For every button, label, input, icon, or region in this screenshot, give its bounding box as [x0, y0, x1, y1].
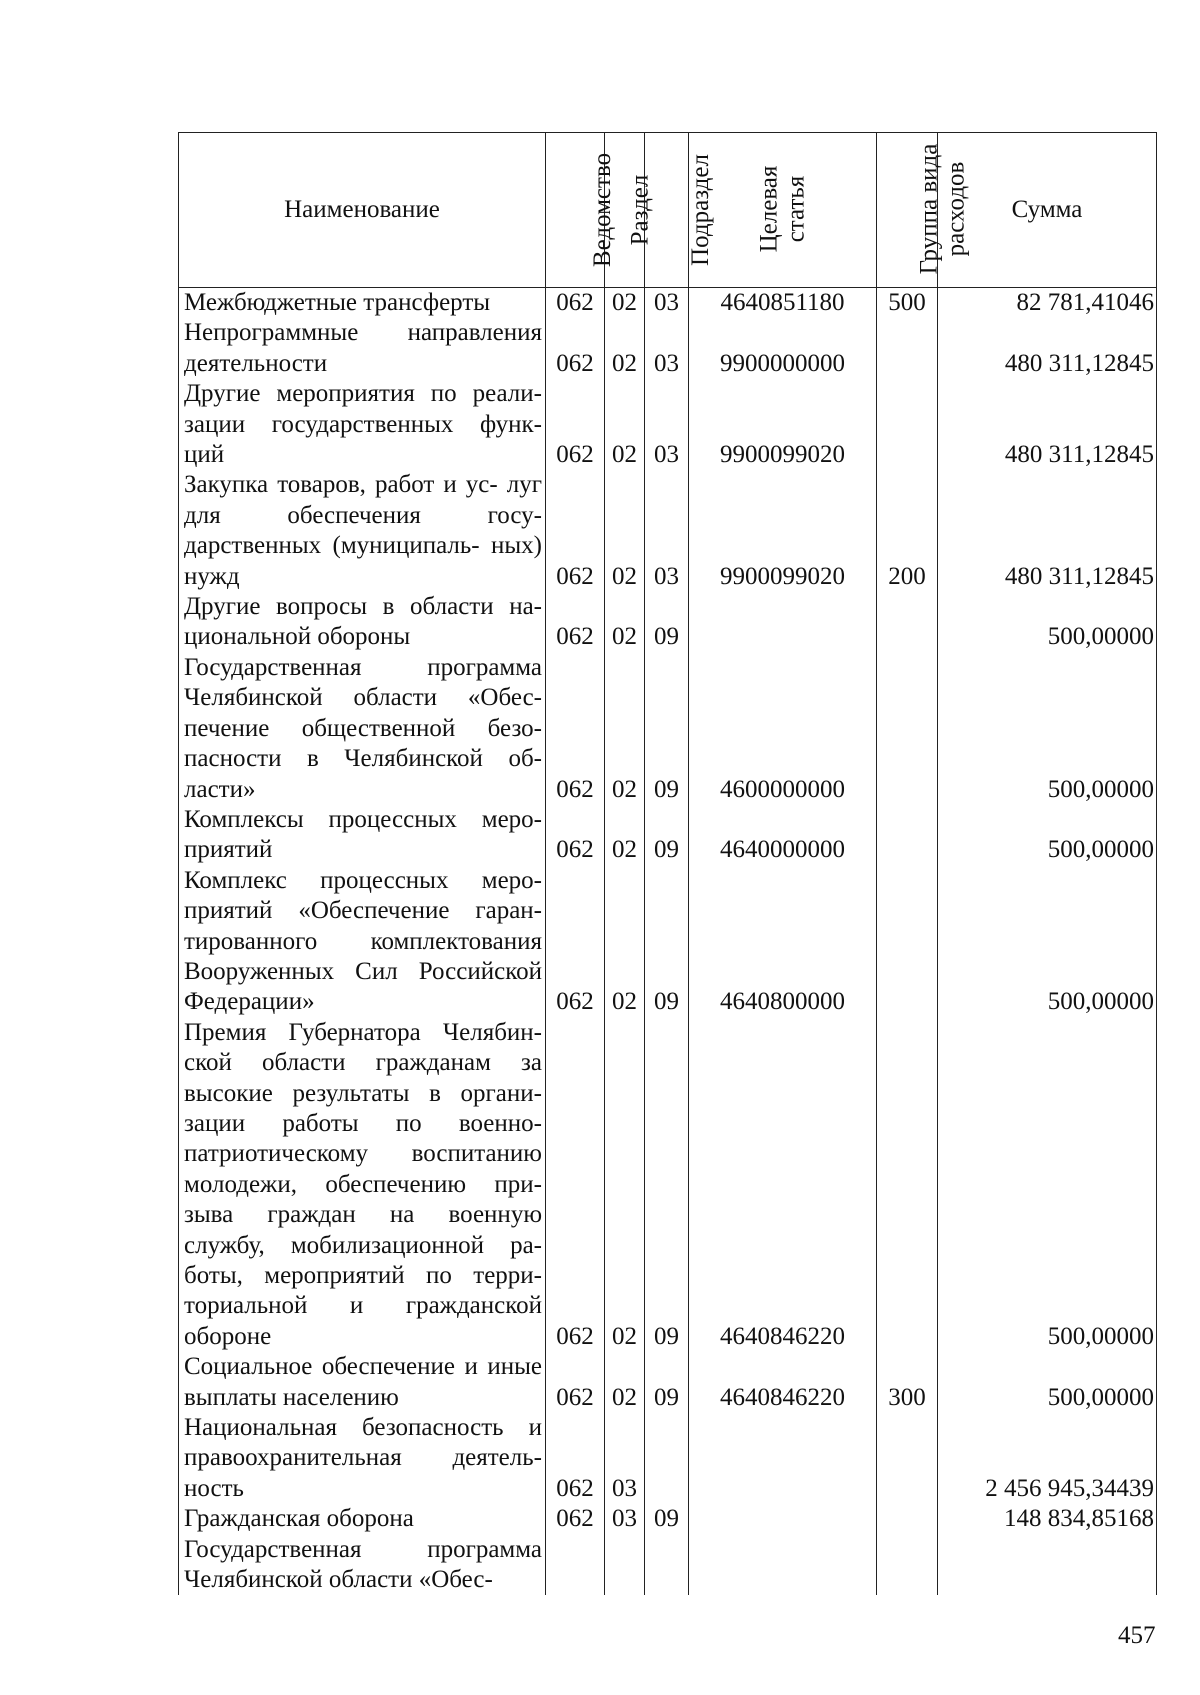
- cell-name: Другие вопросы в области на- циональной обороны: [179, 592, 546, 653]
- cell-podrazdel: 09: [645, 1018, 689, 1352]
- cell-vedomstvo: 062: [546, 653, 605, 805]
- table-row: [179, 318, 1157, 379]
- cell-celevaya-statya: [689, 1535, 877, 1596]
- cell-podrazdel: 03: [645, 318, 689, 379]
- cell-podrazdel: 03: [645, 379, 689, 470]
- cell-gruppa: [877, 866, 938, 1018]
- cell-razdel: 02: [605, 288, 645, 319]
- cell-gruppa: 200: [877, 470, 938, 592]
- cell-name: Другие мероприятия по реали- зации государственных функ- ций: [179, 379, 546, 470]
- cell-summa: 2 456 945,34439: [938, 1413, 1157, 1504]
- cell-podrazdel: 09: [645, 805, 689, 866]
- cell-summa: [938, 1535, 1157, 1596]
- cell-razdel: 02: [605, 1352, 645, 1413]
- cell-vedomstvo: 062: [546, 1352, 605, 1413]
- cell-vedomstvo: 062: [546, 1413, 605, 1504]
- cell-vedomstvo: 062: [546, 1018, 605, 1352]
- cell-celevaya-statya: 4640846220: [689, 1352, 877, 1413]
- cell-name: Национальная безопасность и правоохранительная деятель- ность: [179, 1413, 546, 1504]
- header-celevaya-statya: Целевая статья: [689, 133, 877, 288]
- cell-celevaya-statya: 4640000000: [689, 805, 877, 866]
- cell-gruppa: [877, 653, 938, 805]
- cell-name: Комплекс процессных меро- приятий «Обеспечение гаран- тированного комплектования Вооруженных Сил Российской Федерации»: [179, 866, 546, 1018]
- table-row: [179, 288, 1157, 319]
- cell-vedomstvo: 062: [546, 379, 605, 470]
- cell-summa: 480 311,12845: [938, 470, 1157, 592]
- cell-gruppa: 500: [877, 288, 938, 319]
- cell-summa: 500,00000: [938, 1352, 1157, 1413]
- cell-podrazdel: 09: [645, 653, 689, 805]
- cell-summa: 148 834,85168: [938, 1504, 1157, 1534]
- cell-gruppa: [877, 379, 938, 470]
- cell-celevaya-statya: 4640800000: [689, 866, 877, 1018]
- cell-vedomstvo: 062: [546, 318, 605, 379]
- table-row: [179, 1535, 1157, 1596]
- cell-celevaya-statya: 4640846220: [689, 1018, 877, 1352]
- header-summa: Сумма: [938, 133, 1157, 288]
- cell-name: Премия Губернатора Челябин- ской области гражданам за высокие результаты в органи- зации работы по военно- патриотическому воспитанию молодежи, обеспечению при- зыва граждан на военную службу, мобилизационной ра- боты, мероприятий по терри- ториальной и гражданской обороне: [179, 1018, 546, 1352]
- cell-podrazdel: 03: [645, 288, 689, 319]
- cell-vedomstvo: [546, 1535, 605, 1596]
- header-podrazdel: Подраздел: [645, 133, 689, 288]
- cell-razdel: 02: [605, 592, 645, 653]
- cell-celevaya-statya: [689, 592, 877, 653]
- cell-podrazdel: [645, 1413, 689, 1504]
- cell-name: Государственная программа Челябинской области «Обес- печение общественной безо- пасности в Челябинской об- ласти»: [179, 653, 546, 805]
- cell-summa: 480 311,12845: [938, 379, 1157, 470]
- table-row: [179, 1504, 1157, 1534]
- cell-gruppa: 300: [877, 1352, 938, 1413]
- cell-razdel: 02: [605, 653, 645, 805]
- cell-name: Государственная программа Челябинской области «Обес-: [179, 1535, 546, 1596]
- cell-razdel: 02: [605, 318, 645, 379]
- cell-vedomstvo: 062: [546, 470, 605, 592]
- cell-podrazdel: 09: [645, 866, 689, 1018]
- cell-podrazdel: 09: [645, 592, 689, 653]
- table-row: [179, 653, 1157, 805]
- table-row: [179, 866, 1157, 1018]
- cell-razdel: 03: [605, 1504, 645, 1534]
- cell-razdel: 02: [605, 470, 645, 592]
- cell-podrazdel: [645, 1535, 689, 1596]
- cell-name: Межбюджетные трансферты: [179, 288, 546, 319]
- cell-summa: 500,00000: [938, 653, 1157, 805]
- cell-gruppa: [877, 592, 938, 653]
- table-row: [179, 592, 1157, 653]
- cell-celevaya-statya: 4600000000: [689, 653, 877, 805]
- cell-celevaya-statya: 4640851180: [689, 288, 877, 319]
- cell-podrazdel: 09: [645, 1352, 689, 1413]
- cell-summa: 500,00000: [938, 866, 1157, 1018]
- cell-summa: 500,00000: [938, 592, 1157, 653]
- header-vedomstvo: Ведомство: [546, 133, 605, 288]
- cell-razdel: [605, 1535, 645, 1596]
- cell-celevaya-statya: [689, 1413, 877, 1504]
- cell-gruppa: [877, 318, 938, 379]
- header-name: Наименование: [179, 133, 546, 288]
- cell-razdel: 02: [605, 805, 645, 866]
- cell-celevaya-statya: 9900099020: [689, 379, 877, 470]
- cell-celevaya-statya: [689, 1504, 877, 1534]
- cell-gruppa: [877, 1413, 938, 1504]
- cell-summa: 500,00000: [938, 1018, 1157, 1352]
- table-row: [179, 1352, 1157, 1413]
- header-razdel: Раздел: [605, 133, 645, 288]
- cell-summa: 82 781,41046: [938, 288, 1157, 319]
- cell-celevaya-statya: 9900000000: [689, 318, 877, 379]
- cell-podrazdel: 03: [645, 470, 689, 592]
- cell-name: Комплексы процессных меро- приятий: [179, 805, 546, 866]
- cell-razdel: 02: [605, 866, 645, 1018]
- cell-razdel: 03: [605, 1413, 645, 1504]
- table-row: [179, 379, 1157, 470]
- cell-vedomstvo: 062: [546, 592, 605, 653]
- cell-name: Непрограммные направления деятельности: [179, 318, 546, 379]
- cell-summa: 480 311,12845: [938, 318, 1157, 379]
- header-gruppa-vida-rashodov: Группа вида расходов: [877, 133, 938, 288]
- table-row: [179, 470, 1157, 592]
- table-header-row: [179, 133, 1157, 288]
- cell-name: Гражданская оборона: [179, 1504, 546, 1534]
- cell-gruppa: [877, 1018, 938, 1352]
- page-number: 457: [1118, 1622, 1156, 1649]
- cell-vedomstvo: 062: [546, 866, 605, 1018]
- cell-vedomstvo: 062: [546, 805, 605, 866]
- cell-podrazdel: 09: [645, 1504, 689, 1534]
- cell-summa: 500,00000: [938, 805, 1157, 866]
- cell-gruppa: [877, 1535, 938, 1596]
- cell-name: Закупка товаров, работ и ус- луг для обеспечения госу- дарственных (муниципаль- ных) нужд: [179, 470, 546, 592]
- table-row: [179, 805, 1157, 866]
- table-row: [179, 1413, 1157, 1504]
- cell-vedomstvo: 062: [546, 1504, 605, 1534]
- cell-celevaya-statya: 9900099020: [689, 470, 877, 592]
- budget-table: [178, 132, 1157, 1595]
- table-row: [179, 1018, 1157, 1352]
- cell-razdel: 02: [605, 1018, 645, 1352]
- cell-gruppa: [877, 1504, 938, 1534]
- cell-name: Социальное обеспечение и иные выплаты населению: [179, 1352, 546, 1413]
- cell-razdel: 02: [605, 379, 645, 470]
- cell-vedomstvo: 062: [546, 288, 605, 319]
- cell-gruppa: [877, 805, 938, 866]
